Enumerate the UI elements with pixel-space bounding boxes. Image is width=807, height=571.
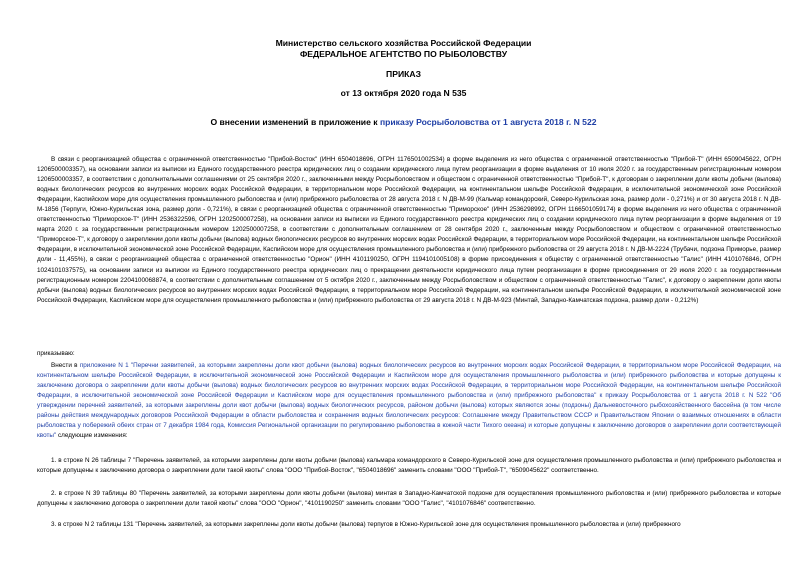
intro-before: Внести в	[51, 362, 80, 369]
document-date-number: от 13 октября 2020 года N 535	[340, 88, 467, 98]
document-subject	[0, 117, 807, 128]
document-type: ПРИКАЗ	[386, 69, 421, 79]
subject-prefix: О внесении изменений в приложение к	[210, 117, 380, 127]
change-item-1: 1. в строке N 26 таблицы 7 "Перечень заявителей, за которыми закреплены доли квоты добычи (вылова) кальмара командорского в Северо-Курильской зоне для осуществления промышленного рыболовства и (или) прибрежного рыболовства и которые допущены к заключению договора о закреплении доли такой квоты" слова "ООО "Прибой-Восток", "6504018696" заменить словами "ООО "Прибой-Т", "6509045622" соответственно.	[37, 457, 781, 475]
ordering-clause: приказываю:	[37, 350, 75, 357]
amendment-intro-paragraph	[37, 361, 781, 441]
preamble-paragraph: В связи с реорганизацией общества с ограниченной ответственностью "Прибой-Восток" (ИНН 6504018696, ОГРН 1176501002534) в форме выделения из него общества с ограниченной ответственностью "Прибой-Т" (ИНН 6509045622, ОГРН 1206500003357), на основании записи из выписки из Единого государственного реестра юридических лиц о создании юридического лица путем реорганизации в форме выделения от 10 июля 2020 г. за государственным регистрационным номером 1206500003357, в соответствии с дополнительными соглашениями от 25 сентября 2020 г., заключенными между Росрыболовством и обществом с ограниченной ответственностью "Прибой-Т", к договорам о закреплении доли квоты добычи (вылова) водных биологических ресурсов во внутренних морских водах Российской Федерации, в территориальном море Российской Федерации, на континентальном шельфе Российской Федерации, в исключительной экономической зоне Российской Федерации, Каспийском море для осуществления промышленного рыболовства и (или) прибрежного рыболовства от 28 августа 2018 г. N ДВ-М-99 (Кальмар командорский, Северо-Курильская зона, размер доли - 0,271%) и от 30 августа 2018 г. N ДВ-М-1856 (Терпуги, Южно-Курильская зона, размер доли - 0,721%), в связи с реорганизацией общества с ограниченной ответственностью "Приморское" (ИНН 2536298992, ОГРН 1166501059174) в форме выделения из него общества с ограниченной ответственностью "Приморское-Т" (ИНН 2536322596, ОГРН 1202500007258), на основании записи из выписки из Единого государственного реестра юридических лиц о создании юридического лица путем реорганизации в форме выделения от 19 марта 2020 г. за государственным регистрационным номером 1202500007258, в соответствии с дополнительным соглашением от 28 сентября 2020 г., заключенным между Росрыболовством и обществом с ограниченной ответственностью "Приморское-Т", к договору о закреплении доли квоты добычи (вылова) водных биологических ресурсов во внутренних морских водах Российской Федерации, в территориальном море Российской Федерации, на континентальном шельфе Российской Федерации, в исключительной экономической зоне Российской Федерации, Каспийском море для осуществления промышленного рыболовства и (или) прибрежного рыболовства от 29 августа 2018 г. N ДВ-М-2224 (Трубачи, подзона Приморье, размер доли - 11,455%), в связи с реорганизацией общества с ограниченной ответственностью "Орион" (ИНН 4101190250, ОГРН 1194101005108) в форме присоединения к обществу с ограниченной ответственностью "Галис" (ИНН 4101076846, ОГРН 1024101037575), на основании записи из выписки из Единого государственного реестра юридических лиц о прекращении деятельности юридического лица путем реорганизации в форме присоединения от 29 июля 2020 г. за государственным регистрационным номером 2204100068874, в соответствии с дополнительным соглашением от 5 октября 2020 г., заключенным между Росрыболовством и обществом с ограниченной ответственностью "Галис", к договору о закреплении доли квоты добычи (вылова) водных биологических ресурсов во внутренних морских водах Российской Федерации, в территориальном море Российской Федерации, на континентальном шельфе Российской Федерации, в исключительной экономической зоне Российской Федерации, Каспийском море для осуществления промышленного рыболовства и (или) прибрежного рыболовства от 29 августа 2018 г. N ДВ-М-923 (Минтай, Западно-Камчатская подзона, размер доли - 0,212%)	[37, 156, 781, 304]
subject-order-link[interactable]: приказу Росрыболовства от 1 августа 2018 г. N 522	[379, 117, 597, 127]
appendix-link[interactable]: приложение N 1 "Перечни заявителей, за которыми закреплены доли квот добычи (вылова) водных биологических ресурсов во внутренних морских водах Российской Федерации, в территориальном море Российской Федерации, на континентальном шельфе Российской Федерации, в исключительной экономической зоне Российской Федерации и Каспийском море для осуществления промышленного рыболовства и (или) прибрежного рыболовства и которые допущены к заключению договора о закреплении доли квоты добычи (вылова) водных биологических ресурсов во внутренних морских водах Российской Федерации, в территориальном море Российской Федерации, на континентальном шельфе Российской Федерации, в исключительной экономической зоне Российской Федерации и Каспийском море для осуществления промышленного рыболовства и (или) прибрежного рыболовства" к приказу Росрыболовства от 1 августа 2018 г. N 522 "Об утверждении перечней заявителей, за которыми закреплены доли квот добычи (вылова) водных биологических ресурсов, районом добычи (вылова) которых являются зоны (подзоны) Дальневосточного рыбохозяйственного бассейна (в том числе районы действия международных договоров Российской Федерации в области рыболовства и сохранения водных биологических ресурсов: Соглашение между Правительством СССР и Правительством Японии о взаимных отношениях в области рыболовства у побережий обеих стран от 7 декабря 1984 года, Комиссия Региональной организации по регулированию рыболовства в южной части Тихого океана) и которые допущены к заключению договоров о закреплении доли соответствующей квоты"	[37, 362, 782, 440]
ministry-heading: Министерство сельского хозяйства Российской Федерации	[275, 38, 532, 48]
change-item-3: 3. в строке N 2 таблицы 131 "Перечень заявителей, за которыми закреплены доли квоты добычи (вылова) терпугов в Южно-Курильской зоне для осуществления промышленного рыболовства и (или) прибрежного	[51, 521, 681, 528]
change-item-2: 2. в строке N 39 таблицы 80 "Перечень заявителей, за которыми закреплены доли квоты добычи (вылова) минтая в Западно-Камчатской подзоне для осуществления промышленного рыболовства и (или) прибрежного рыболовства и которые допущены к заключению договора о закреплении доли такой квоты" слова "ООО "Орион", "4101190250" заменить словами "ООО "Галис", "4101076846" соответственно.	[37, 490, 781, 508]
intro-after: следующие изменения:	[56, 432, 128, 440]
agency-heading: ФЕДЕРАЛЬНОЕ АГЕНТСТВО ПО РЫБОЛОВСТВУ	[299, 49, 508, 59]
